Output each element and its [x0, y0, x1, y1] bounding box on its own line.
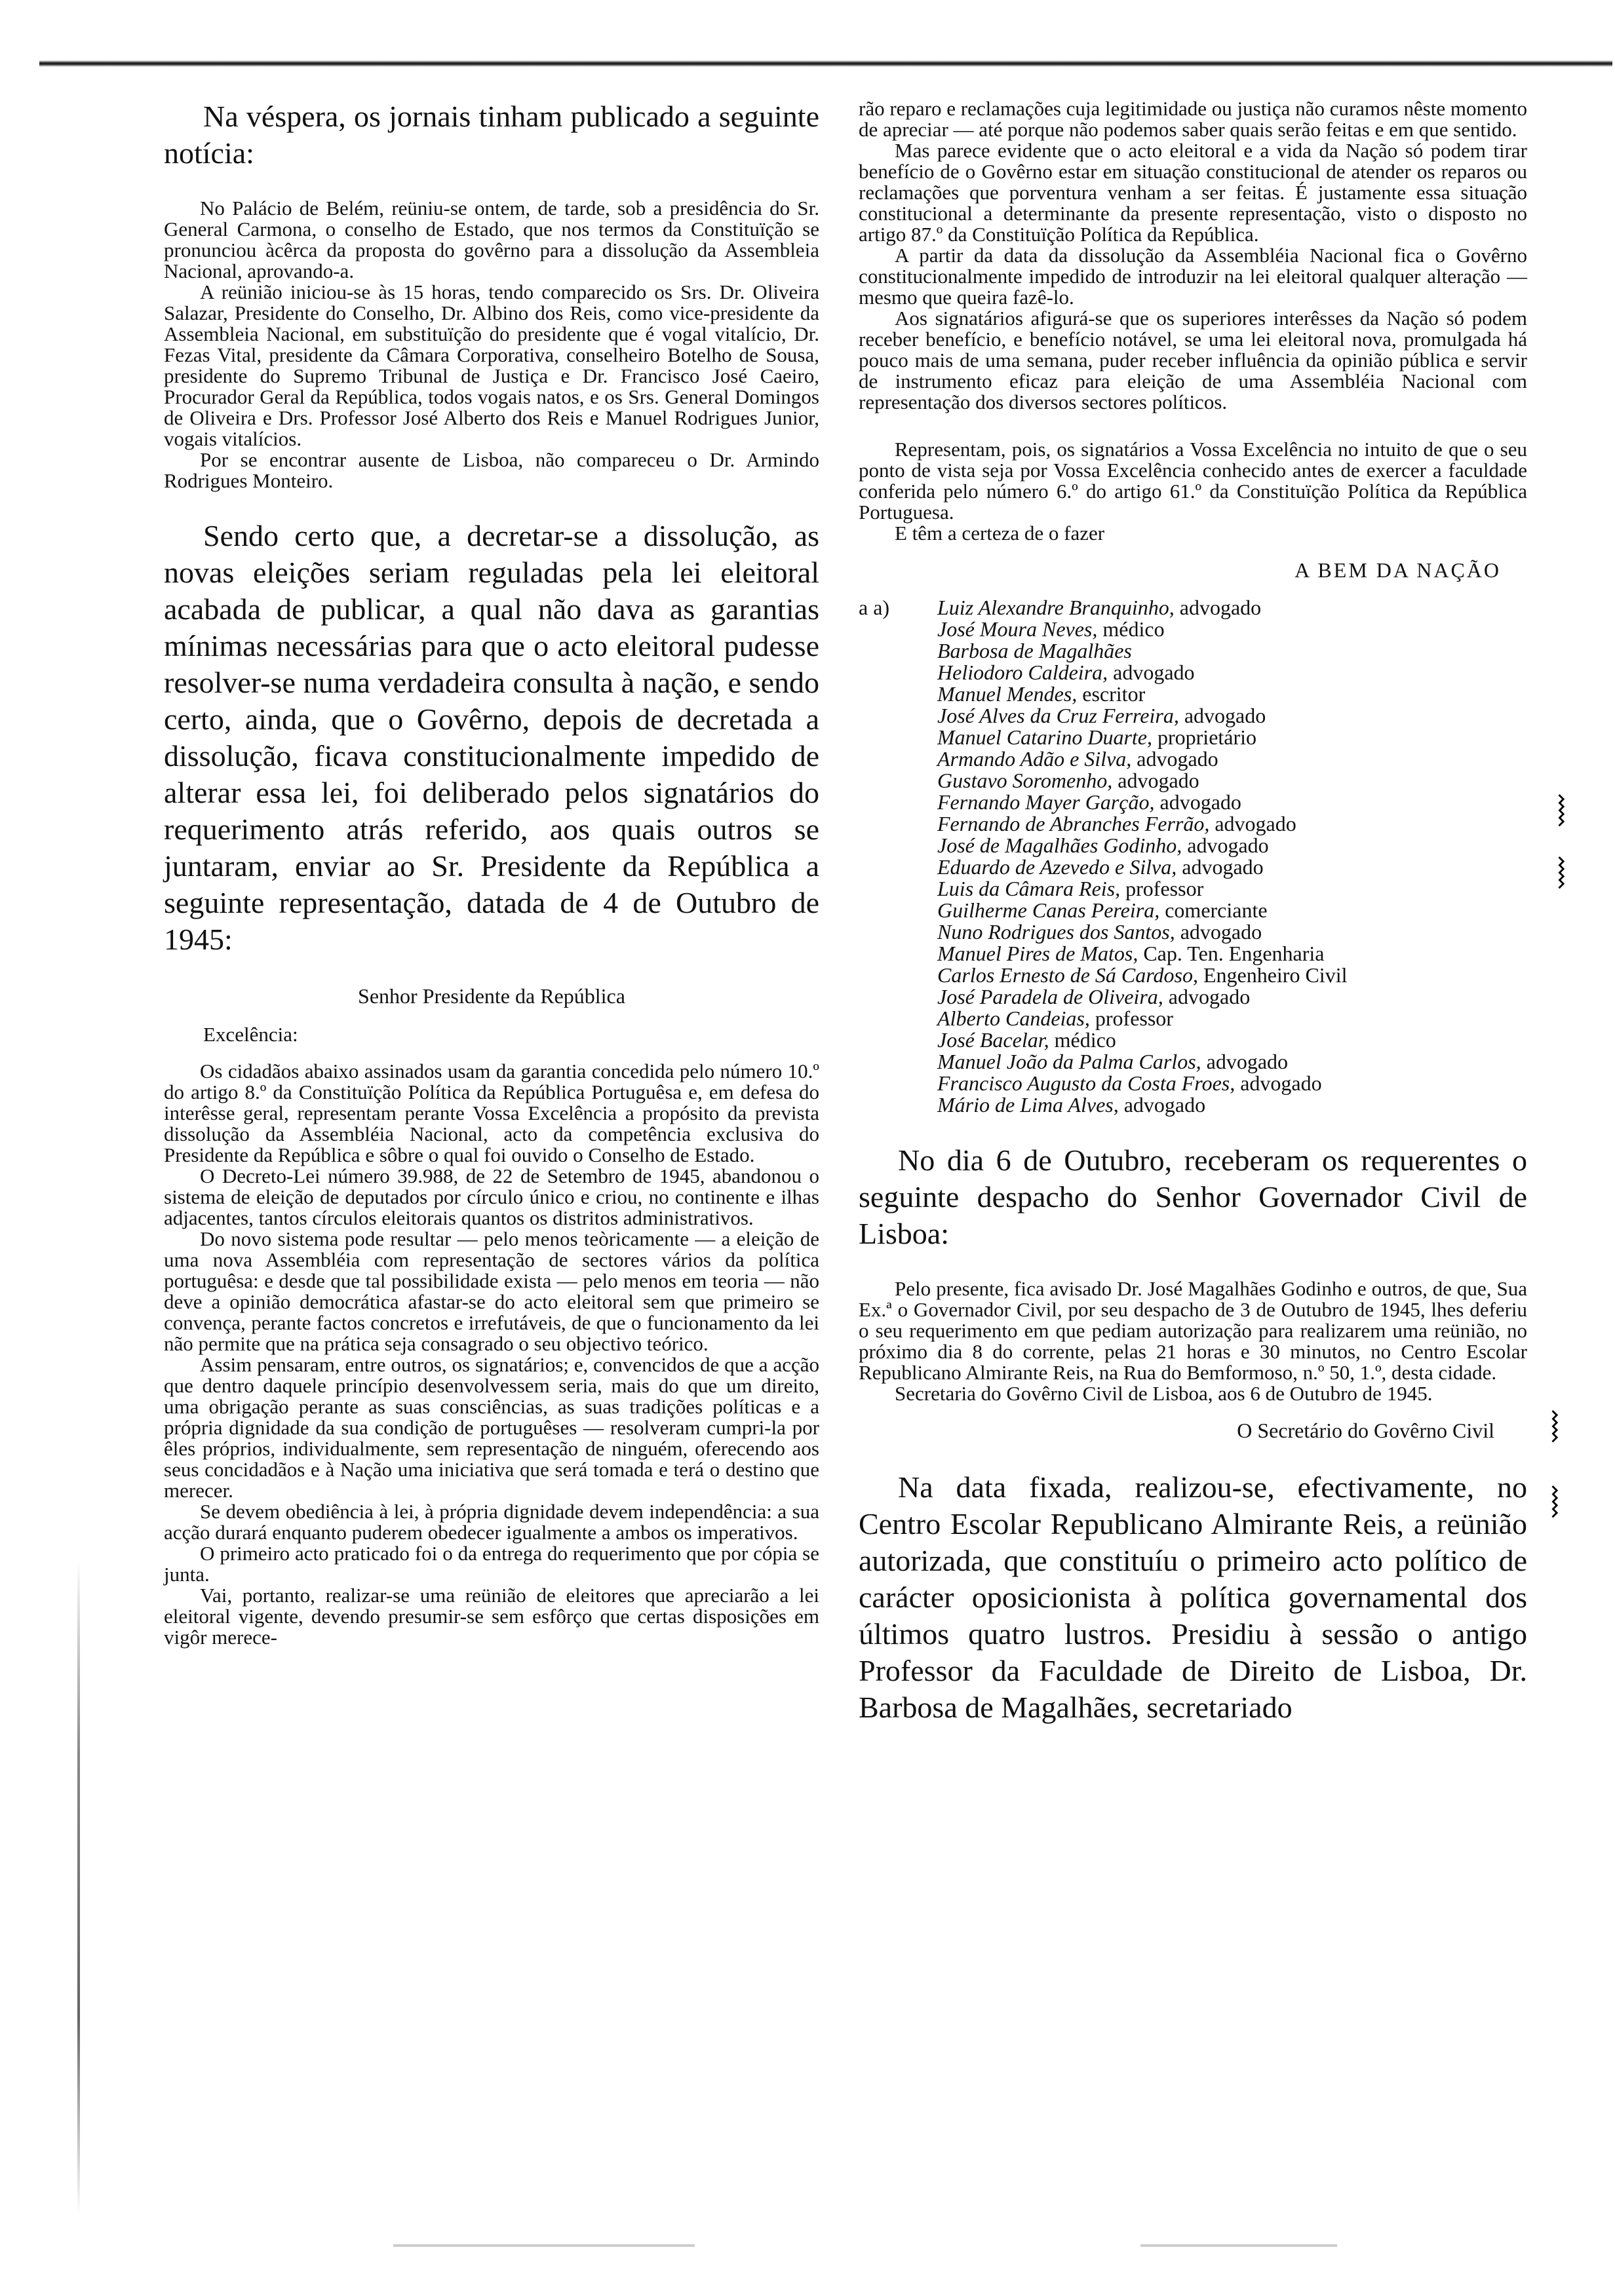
signer-role: advogado [1154, 790, 1241, 814]
signer-role: escritor [1077, 682, 1146, 706]
margin-mark-icon: ⧘ [1550, 1399, 1560, 1453]
signer-entry [937, 1029, 1347, 1051]
letter-heading: Senhor Presidente da República [358, 984, 625, 1008]
letter-paragraph: Do novo sistema pode resultar — pelo menos teòricamente — a eleição de uma nova Assembléia com representação de sectores vários da política portuguêsa: e desde que tal possibilidade exista — pelo menos em teoria — não deve a opinião democrática afastar-se do acto eleitoral sem que primeiro se convença, perante factos concretos e irrefutáveis, de que o funcionamento da lei não permite que na prática seja consagrado o seu objectivo teórico. [164, 1227, 819, 1355]
letter-paragraph: O primeiro acto praticado foi o da entrega do requerimento que por cópia se junta. [164, 1542, 819, 1586]
signer-name: Guilherme Canas Pereira, [937, 898, 1160, 922]
signer-name: José de Magalhães Godinho, [937, 833, 1182, 857]
signer-role: proprietário [1152, 725, 1257, 749]
signer-entry [937, 986, 1347, 1008]
signer-name: José Bacelar, [937, 1028, 1049, 1052]
signer-name: Fernando de Abranches Ferrão, [937, 812, 1210, 835]
signatories-list [859, 597, 1527, 1116]
signatories-mark: a a) [859, 596, 890, 619]
signer-entry [937, 900, 1347, 921]
signer-entry [937, 965, 1347, 986]
signer-name: Armando Adão e Silva, [937, 747, 1132, 771]
signer-entry [937, 662, 1347, 683]
signer-entry [937, 705, 1347, 727]
signer-name: Luiz Alexandre Branquinho, [937, 596, 1175, 619]
signer-role: advogado [1112, 769, 1199, 792]
letter-paragraph: Vai, portanto, realizar-se uma reünião de eleitores que apreciarão a lei eleitoral vigente, devendo presumir-se sem esfôrço que certas disposições em vigôr merece- [164, 1584, 819, 1649]
signer-entry [937, 792, 1347, 813]
letter-paragraph: Se devem obediência à lei, à própria dignidade devem independência: a sua acção durará enquanto puderem obedecer igualmente a ambos os imperativos. [164, 1500, 819, 1544]
news-paragraph: A reünião iniciou-se às 15 horas, tendo comparecido os Srs. Dr. Oliveira Salazar, Presidente do Conselho, Dr. Albino dos Reis, como vice-presidente da Assembleia Nacional, em substituïção do presidente que é vogal vitalício, Dr. Fezas Vital, presidente da Câmara Corporativa, conselheiro Botelho de Sousa, presidente do Supremo Tribunal de Justiça e Dr. Francisco José Caeiro, Procurador Geral da República, todos vogais natos, e os Srs. General Domingos de Oliveira e Drs. Professor José Alberto dos Reis e Manuel Rodrigues Junior, vogais vitalícios. [164, 280, 819, 450]
signer-name: José Alves da Cruz Ferreira, [937, 704, 1179, 727]
signer-name: Manuel João da Palma Carlos, [937, 1050, 1201, 1073]
scan-smudge [1140, 2244, 1337, 2247]
signer-name: Fernando Mayer Garção, [937, 790, 1155, 814]
signer-name: Manuel Mendes, [937, 682, 1078, 706]
governor-despacho [859, 1278, 1527, 1404]
signer-name: Luis da Câmara Reis, [937, 877, 1121, 900]
signer-name: Manuel Catarino Duarte, [937, 725, 1152, 749]
despacho-paragraph: Pelo presente, fica avisado Dr. José Magalhães Godinho e outros, de que, Sua Ex.ª o Governador Civil, por seu despacho de 3 de Outubro de 1945, lhes deferiu o seu requerimento em que pediam autorização para realizarem uma reünião, no próximo dia 8 do corrente, pelas 21 horas e 30 minutos, no Centro Escolar Republicano Almirante Reis, na Rua do Bemformoso, n.º 50, 1.º, desta cidade. [859, 1277, 1527, 1384]
signer-role: advogado [1177, 855, 1264, 879]
signer-role: advogado [1182, 833, 1269, 857]
signer-entry [937, 813, 1347, 835]
signer-role: advogado [1175, 920, 1262, 944]
intro-paragraph: Na véspera, os jornais tinham publicado a seguinte notícia: [164, 100, 819, 170]
signer-entry [937, 1008, 1347, 1029]
letter-paragraph: Mas parece evidente que o acto eleitoral e a vida da Nação só podem tirar benefício de o Govêrno estar em situação constitucional de atender os reparos ou reclamações que porventura venham a ser feitas. É justamente essa situação constitucional a determinante da presente representação, visto o disposto no artigo 87.º da Constituïção Política da República. [859, 139, 1527, 246]
signer-entry [937, 1073, 1347, 1094]
letter-paragraph: Os cidadãos abaixo assinados usam da garantia concedida pelo número 10.º do artigo 8.º da Constituïção Política da República Portuguêsa e, em defesa do interêsse geral, representam perante Vossa Excelência a propósito da prevista dissolução da Assembléia Nacional, acto da competência exclusiva do Presidente da República e sôbre o qual foi ouvido o Conselho de Estado. [164, 1060, 819, 1166]
right-column [859, 98, 1527, 1726]
signer-name: José Moura Neves, [937, 617, 1098, 641]
signer-name: Mário de Lima Alves, [937, 1093, 1119, 1117]
signer-role: advogado [1201, 1050, 1289, 1073]
signer-role: advogado [1118, 1093, 1206, 1117]
news-quote [164, 198, 819, 491]
signer-entry [937, 943, 1347, 965]
signer-role: professor [1120, 877, 1204, 900]
signer-role: comerciante [1159, 898, 1268, 922]
top-rule [39, 60, 1612, 67]
signer-name: Manuel Pires de Matos, [937, 942, 1138, 965]
signer-name: Carlos Ernesto de Sá Cardoso, [937, 963, 1198, 987]
salutation: Excelência: [203, 1023, 298, 1046]
signer-name: Alberto Candeias, [937, 1006, 1090, 1030]
letter-paragraph: A partir da data da dissolução da Assembléia Nacional fica o Govêrno constitucionalmente impedido de introduzir na lei eleitoral qualquer alteração — mesmo que queira fazê-lo. [859, 244, 1527, 309]
signer-entry [937, 683, 1347, 705]
signer-entry [937, 597, 1347, 619]
signer-entry [937, 640, 1347, 662]
signer-names [937, 597, 1347, 1116]
signer-entry [937, 727, 1347, 748]
margin-mark-icon: ⧘ [1550, 1474, 1560, 1528]
letter-paragraph: E têm a certeza de o fazer [895, 522, 1105, 545]
letter-paragraph: Aos signatários afigurá-se que os superiores interêsses da Nação só podem receber benefício, e benefício notável, se uma lei eleitoral nova, promulgada há pouco mais de uma semana, puder receber influência da opinião pública e servir de instrumento eficaz para eleição de uma Assembléia Nacional com representação dos diversos sectores políticos. [859, 307, 1527, 413]
signer-entry [937, 878, 1347, 900]
signer-name: José Paradela de Oliveira, [937, 985, 1163, 1008]
signer-role: médico [1097, 617, 1165, 641]
final-paragraph: Na data fixada, realizou-se, efectivamente, no Centro Escolar Republicano Almirante Reis, a reünião autorizada, que constituíu o primeiro acto político de carácter oposicionista à política governamental dos últimos quatro lustros. Presidiu à sessão o antigo Professor da Faculdade de Direito de Lisboa, Dr. Barbosa de Magalhães, secretariado [859, 1470, 1527, 1724]
news-paragraph: No Palácio de Belém, reüniu-se ontem, de tarde, sob a presidência do Sr. General Carmona, o conselho de Estado, que nos termos da Constituïção se pronunciou àcêrca da proposta do govêrno para a dissolução da Assembleia Nacional, aprovando-a. [164, 197, 819, 282]
signer-role: advogado [1209, 812, 1296, 835]
representation-letter [164, 1061, 819, 1648]
despacho-paragraph: Secretaria do Govêrno Civil de Lisboa, aos 6 de Outubro de 1945. [895, 1382, 1433, 1405]
signer-entry [937, 921, 1347, 943]
signer-name: Eduardo de Azevedo e Silva, [937, 855, 1177, 879]
scan-smudge [393, 2244, 695, 2247]
signer-role: advogado [1174, 596, 1262, 619]
signer-role: advogado [1131, 747, 1218, 771]
signer-name: Gustavo Soromenho, [937, 769, 1113, 792]
signer-entry [937, 770, 1347, 792]
margin-mark-icon: ⧘ [1557, 783, 1566, 837]
letter-paragraph: O Decreto-Lei número 39.988, de 22 de Setembro de 1945, abandonou o sistema de eleição de deputados por círculo único e criou, no continente e ilhas adjacentes, tantos círculos eleitorais quantos os distritos administrativos. [164, 1164, 819, 1229]
signer-entry [937, 1094, 1347, 1116]
body-paragraph: No dia 6 de Outubro, receberam os requerentes o seguinte despacho do Senhor Governador Civil de Lisboa: [859, 1143, 1527, 1250]
signer-role: Engenheiro Civil [1197, 963, 1348, 987]
signer-role: advogado [1108, 660, 1195, 684]
letter-paragraph: Assim pensaram, entre outros, os signatários; e, convencidos de que a acção que dentro daquele princípio desenvolvessem seria, mais do que um direito, uma obrigação perante as suas consciências, as suas tradições políticas e a própria dignidade da sua condição de portuguêses — resolveram cumpri-la por êles próprios, individualmente, sem representação de ninguém, oferecendo aos seus concidadãos e à Nação uma iniciativa que será tomada e terá o destino que merecer. [164, 1353, 819, 1502]
signer-name: Nuno Rodrigues dos Santos, [937, 920, 1175, 944]
scan-edge-mark [77, 1559, 80, 2215]
signer-name: Francisco Augusto da Costa Froes, [937, 1071, 1236, 1095]
margin-mark-icon: ⧘ [1557, 845, 1566, 899]
letter-paragraph: Representam, pois, os signatários a Vossa Excelência no intuito de que o seu ponto de vista seja por Vossa Excelência conhecido antes de exercer a faculdade conferida pelo número 6.º do artigo 61.º da Constituïção Política da República Portuguesa. [859, 438, 1527, 524]
news-paragraph: Por se encontrar ausente de Lisboa, não compareceu o Dr. Armindo Rodrigues Monteiro. [164, 448, 819, 492]
left-column [164, 98, 819, 1648]
letter-continuation [859, 98, 1527, 544]
despacho-signature: O Secretário do Govêrno Civil [1237, 1419, 1494, 1442]
signer-entry [937, 748, 1347, 770]
signer-role: professor [1089, 1006, 1173, 1030]
signer-role: médico [1049, 1028, 1116, 1052]
signer-entry [937, 835, 1347, 856]
signer-entry [937, 1051, 1347, 1073]
signer-entry [937, 856, 1347, 878]
body-paragraph: Sendo certo que, a decretar-se a dissolução, as novas eleições seriam reguladas pela lei eleitoral acabada de publicar, a qual não dava as garantias mínimas necessárias para que o acto eleitoral pudesse resolver-se numa verdadeira consulta à nação, e sendo certo, ainda, que o Govêrno, depois de decretada a dissolução, ficava constitucionalmente impedido de alterar essa lei, foi deliberado pelos signatários do requerimento atrás referido, aos quais outros se juntaram, enviar ao Sr. Presidente da República a seguinte representação, datada de 4 de Outubro de 1945: [164, 519, 819, 956]
signer-role: advogado [1178, 704, 1266, 727]
signer-role: advogado [1235, 1071, 1322, 1095]
signer-entry [937, 619, 1347, 640]
signer-name: Heliodoro Caldeira, [937, 660, 1108, 684]
signer-role: Cap. Ten. Engenharia [1138, 942, 1325, 965]
letter-paragraph: rão reparo e reclamações cuja legitimidade ou justiça não curamos nêste momento de apreciar — até porque não podemos saber quais serão feitas e em que sentido. [859, 97, 1528, 141]
signer-role: advogado [1163, 985, 1251, 1008]
sign-off: A BEM DA NAÇÃO [1294, 558, 1501, 582]
signer-name: Barbosa de Magalhães [937, 639, 1132, 662]
